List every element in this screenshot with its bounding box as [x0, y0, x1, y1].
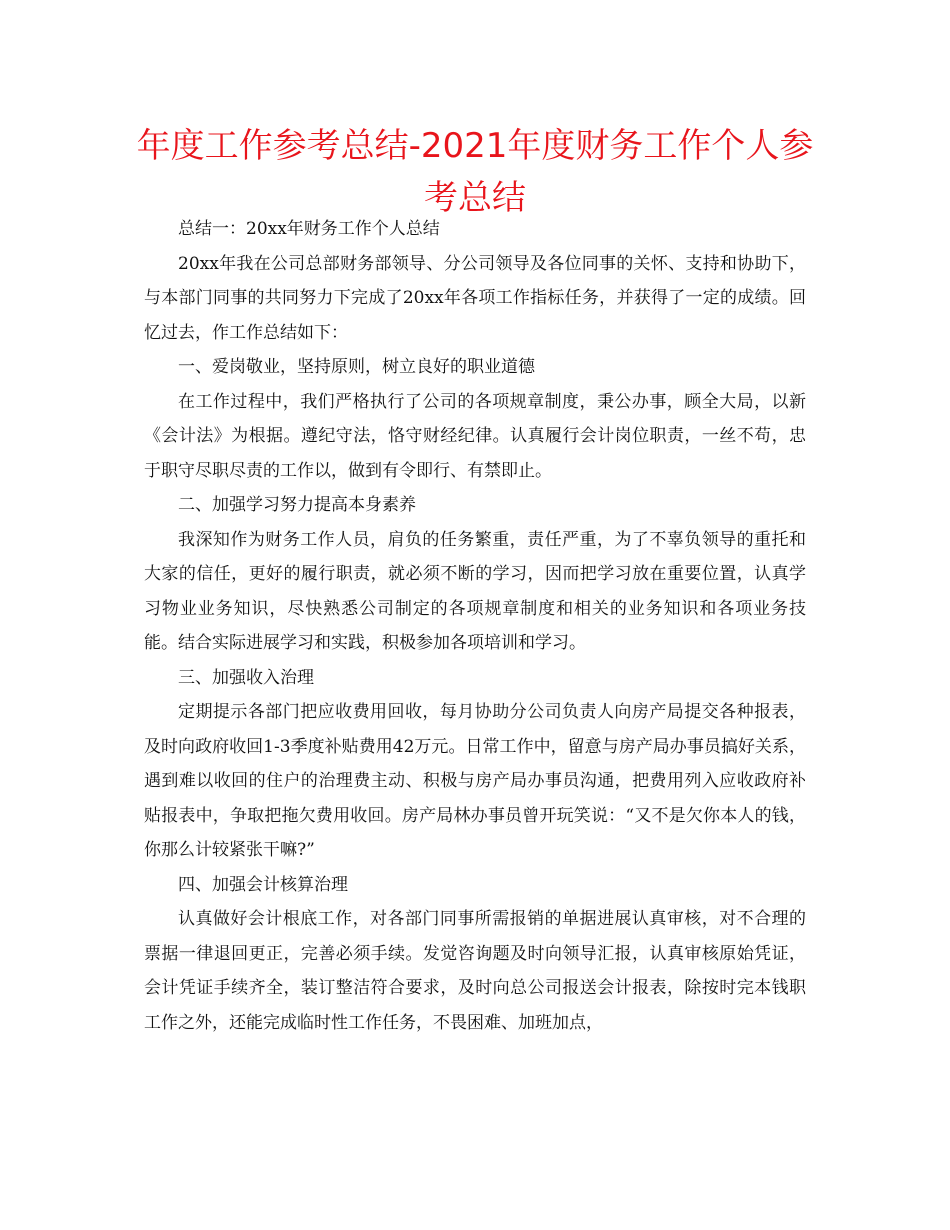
- document-body: [144, 212, 806, 1040]
- section-heading: 三、加强收入治理: [178, 667, 314, 688]
- section-heading: 四、加强会计核算治理: [178, 874, 348, 895]
- body-paragraph: 在工作过程中，我们严格执行了公司的各项规章制度，秉公办事，顾全大局，以新《会计法》为根据。遵纪守法，恪守财经纪律。认真履行会计岗位职责，一丝不苟，忠于职守尽职尽责的工作以，做到有令即行、有禁即止。: [144, 391, 806, 481]
- body-paragraph: 认真做好会计根底工作，对各部门同事所需报销的单据进展认真审核，对不合理的票据一律退回更正，完善必须手续。发觉咨询题及时向领导汇报，认真审核原始凭证，会计凭证手续齐全，装订整洁符合要求，及时向总公司报送会计报表，除按时完本钱职工作之外，还能完成临时性工作任务，不畏困难、加班加点，: [144, 909, 806, 1033]
- body-paragraph: 20xx年我在公司总部财务部领导、分公司领导及各位同事的关怀、支持和协助下，与本部门同事的共同努力下完成了20xx年各项工作指标任务，并获得了一定的成绩。回忆过去，作工作总结如下：: [144, 253, 806, 343]
- body-paragraph: 定期提示各部门把应收费用回收，每月协助分公司负责人向房产局提交各种报表，及时向政府收回1-3季度补贴费用42万元。日常工作中，留意与房产局办事员搞好关系，遇到难以收回的住户的治理费主动、积极与房产局办事员沟通，把费用列入应收政府补贴报表中，争取把拖欠费用收回。房产局林办事员曾开玩笑说：“又不是欠你本人的钱，你那么计较紧张干嘛?”: [144, 702, 806, 860]
- section-heading: 二、加强学习努力提高本身素养: [178, 495, 416, 515]
- body-paragraph: 我深知作为财务工作人员，肩负的任务繁重，责任严重，为了不辜负领导的重托和大家的信任，更好的履行职责，就必须不断的学习，因而把学习放在重要位置，认真学习物业业务知识，尽快熟悉公司制定的各项规章制度和相关的业务知识和各项业务技能。结合实际进展学习和实践，积极参加各项培训和学习。: [144, 529, 806, 653]
- document-title: 年度工作参考总结-2021年度财务工作个人参考总结: [136, 126, 814, 218]
- section-heading: 一、爱岗敬业，坚持原则，树立良好的职业道德: [178, 357, 535, 377]
- section-heading: 总结一：20xx年财务工作个人总结: [178, 219, 440, 239]
